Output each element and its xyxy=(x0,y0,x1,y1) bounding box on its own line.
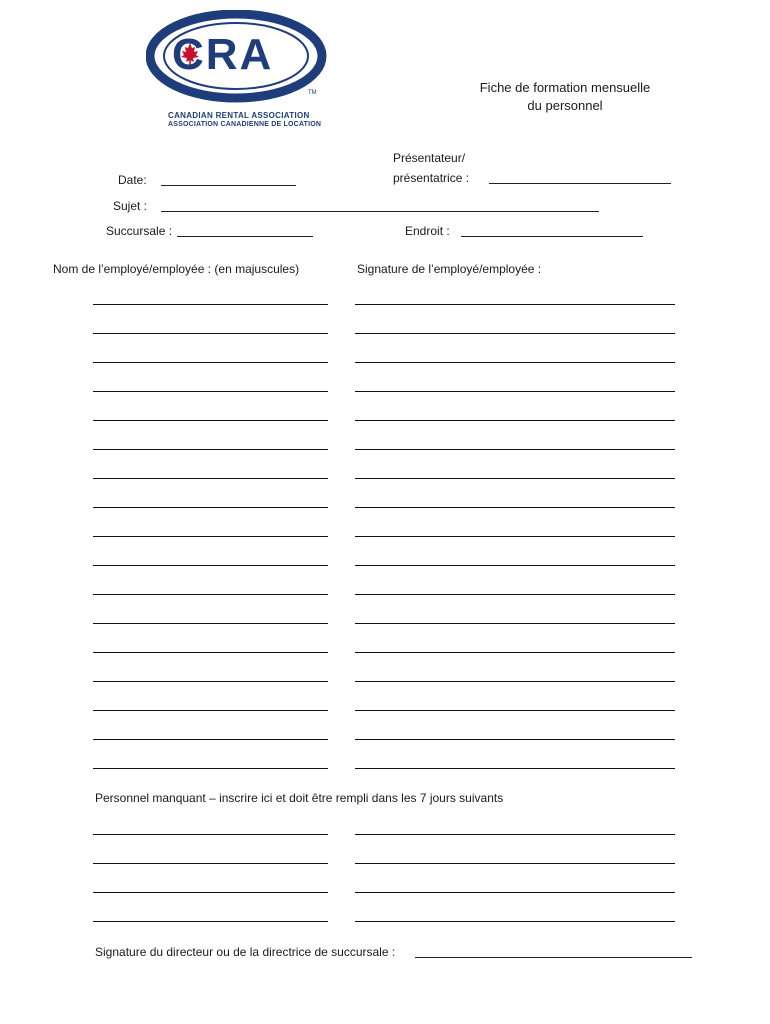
branch-field[interactable] xyxy=(177,225,313,237)
employee-signature-line[interactable] xyxy=(355,565,675,566)
org-name-french: ASSOCIATION CANADIENNE DE LOCATION xyxy=(168,121,322,128)
presenter-label-line-2: présentatrice : xyxy=(393,171,470,185)
employee-name-line[interactable] xyxy=(93,391,328,392)
employee-signature-line[interactable] xyxy=(355,623,675,624)
logo xyxy=(146,10,331,132)
logo-text: CRA xyxy=(172,30,274,79)
employee-name-line[interactable] xyxy=(93,478,328,479)
manager-signature-field[interactable] xyxy=(415,946,692,958)
employee-signature-line[interactable] xyxy=(355,333,675,334)
employee-signature-line[interactable] xyxy=(355,652,675,653)
missing-name-line[interactable] xyxy=(93,834,328,835)
employee-signature-line[interactable] xyxy=(355,710,675,711)
location-field[interactable] xyxy=(461,225,643,237)
form-title xyxy=(445,79,685,115)
org-name-english: CANADIAN RENTAL ASSOCIATION xyxy=(168,111,310,120)
employee-signature-line[interactable] xyxy=(355,449,675,450)
employee-name-line[interactable] xyxy=(93,710,328,711)
employee-name-line[interactable] xyxy=(93,420,328,421)
date-label: Date: xyxy=(118,173,147,187)
employee-signature-header: Signature de l’employé/employée : xyxy=(357,262,542,276)
employee-name-line[interactable] xyxy=(93,739,328,740)
missing-name-line[interactable] xyxy=(93,892,328,893)
employee-name-line[interactable] xyxy=(93,594,328,595)
employee-signature-line[interactable] xyxy=(355,594,675,595)
employee-name-line[interactable] xyxy=(93,681,328,682)
employee-name-line[interactable] xyxy=(93,536,328,537)
employee-signature-line[interactable] xyxy=(355,304,675,305)
presenter-field[interactable] xyxy=(489,172,671,184)
location-label: Endroit : xyxy=(405,224,450,238)
missing-personnel-label: Personnel manquant – inscrire ici et doit être rempli dans les 7 jours suivants xyxy=(95,791,504,805)
branch-label: Succursale : xyxy=(106,224,173,238)
subject-field[interactable] xyxy=(161,200,599,212)
form-title-line-2: du personnel xyxy=(527,98,603,113)
employee-name-line[interactable] xyxy=(93,565,328,566)
missing-name-line[interactable] xyxy=(93,863,328,864)
employee-name-line[interactable] xyxy=(93,652,328,653)
employee-name-line[interactable] xyxy=(93,507,328,508)
employee-signature-line[interactable] xyxy=(355,420,675,421)
missing-name-line[interactable] xyxy=(93,921,328,922)
employee-signature-line[interactable] xyxy=(355,391,675,392)
employee-signature-line[interactable] xyxy=(355,768,675,769)
manager-signature-label: Signature du directeur ou de la directrice de succursale : xyxy=(95,945,396,959)
employee-signature-line[interactable] xyxy=(355,507,675,508)
employee-name-line[interactable] xyxy=(93,362,328,363)
employee-signature-line[interactable] xyxy=(355,536,675,537)
employee-signature-line[interactable] xyxy=(355,681,675,682)
employee-name-line[interactable] xyxy=(93,304,328,305)
employee-signature-line[interactable] xyxy=(355,739,675,740)
date-field[interactable] xyxy=(161,174,296,186)
employee-name-header: Nom de l’employé/employée : (en majuscules) xyxy=(53,262,300,276)
employee-name-line[interactable] xyxy=(93,623,328,624)
missing-signature-line[interactable] xyxy=(355,863,675,864)
employee-name-line[interactable] xyxy=(93,449,328,450)
missing-signature-line[interactable] xyxy=(355,921,675,922)
missing-signature-line[interactable] xyxy=(355,834,675,835)
missing-signature-line[interactable] xyxy=(355,892,675,893)
presenter-label-line-1: Présentateur/ xyxy=(393,151,466,165)
employee-name-line[interactable] xyxy=(93,768,328,769)
employee-name-line[interactable] xyxy=(93,333,328,334)
subject-label: Sujet : xyxy=(113,199,148,213)
employee-signature-line[interactable] xyxy=(355,478,675,479)
employee-signature-line[interactable] xyxy=(355,362,675,363)
trademark-mark: TM xyxy=(308,90,317,96)
form-title-line-1: Fiche de formation mensuelle xyxy=(479,80,651,95)
